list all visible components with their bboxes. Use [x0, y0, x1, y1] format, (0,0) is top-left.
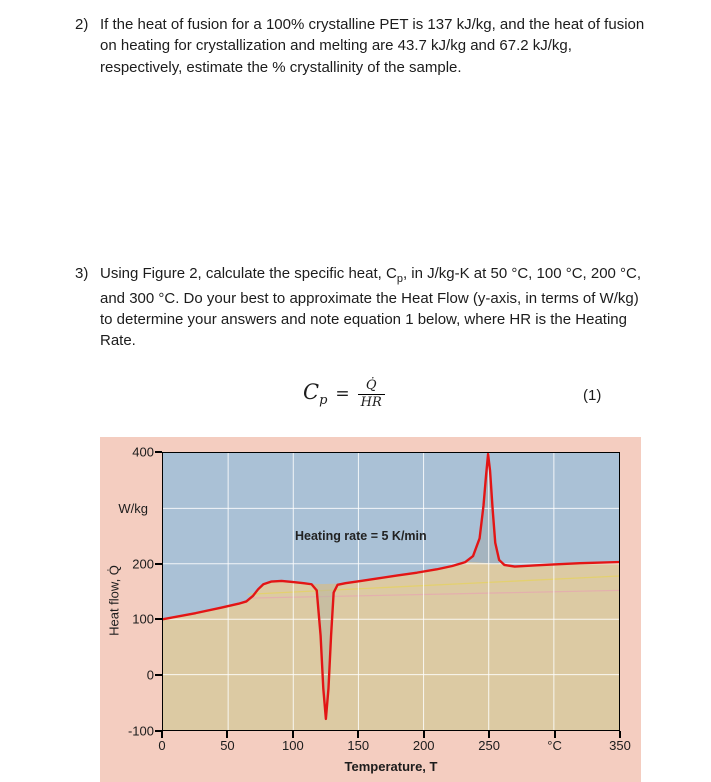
x-tick-mark	[226, 731, 228, 738]
figure-2	[100, 437, 641, 782]
problem-3	[75, 263, 649, 352]
problem3-text	[100, 263, 649, 352]
x-tick-label: 50	[220, 738, 235, 753]
y-tick-mark	[155, 618, 162, 620]
x-tick-label: 250	[478, 738, 500, 753]
problem3-text-after: , in J/kg-K at 50 °C, 100 °C, 200 °C, and 300 °C. Do your best to approximate the Heat Flow (y-axis, in terms of W/kg) to determine your answers and note equation 1 below, where HR is the Heating Rate.	[100, 265, 642, 350]
equation-lhs	[303, 380, 327, 408]
x-tick-mark	[161, 731, 163, 738]
equation-expression	[303, 378, 385, 410]
x-tick-mark	[423, 731, 425, 738]
equation-numerator: Q̇	[365, 378, 377, 393]
problem2-text: If the heat of fusion for a 100% crystalline PET is 137 kJ/kg, and the heat of fusion on heating for crystallization and melting are 43.7 kJ/kg and 67.2 kJ/kg, respectively, estimate the % crystallinity of the sample.	[100, 16, 645, 76]
equation-denominator: HR	[358, 394, 385, 411]
x-tick-mark	[554, 731, 556, 738]
x-tick-label: 100	[281, 738, 304, 753]
y-tick-label: 400	[132, 444, 154, 460]
problem2-number: 2)	[75, 16, 89, 33]
problem3-subscript: p	[396, 273, 403, 285]
problem3-number: 3)	[75, 265, 89, 282]
problem-2	[75, 14, 649, 78]
x-tick-mark	[357, 731, 359, 738]
y-tick-mark	[155, 563, 162, 565]
equation-lhs-base: C	[303, 380, 320, 404]
dsc-curve-chart	[163, 453, 619, 730]
x-tick-label: 350	[609, 738, 631, 753]
equation-number: (1)	[583, 387, 602, 404]
heating-rate-annotation: Heating rate = 5 K/min	[295, 529, 427, 543]
x-tick-mark	[488, 731, 490, 738]
problem3-text-before: Using Figure 2, calculate the specific heat, C	[100, 265, 397, 282]
x-tick-label: °C	[547, 738, 562, 753]
y-tick-mark	[155, 451, 162, 453]
plot-area	[162, 452, 620, 731]
y-tick-label: 100	[132, 611, 154, 627]
equation-lhs-sub: p	[319, 393, 328, 409]
y-tick-label: -100	[127, 723, 154, 739]
equals-sign: =	[335, 384, 350, 405]
x-tick-mark	[619, 731, 621, 738]
x-tick-label: 150	[347, 738, 370, 753]
x-tick-mark	[292, 731, 294, 738]
x-axis-title: Temperature, T	[344, 759, 438, 774]
x-tick-label: 200	[412, 738, 435, 753]
y-tick-label: 0	[146, 667, 154, 683]
y-tick-mark	[155, 674, 162, 676]
x-tick-label: 0	[158, 738, 166, 753]
y-axis-title: Heat flow, Q̇	[106, 565, 122, 636]
equation-1	[0, 374, 711, 418]
equation-fraction	[358, 378, 385, 410]
y-tick-label: 200	[132, 556, 154, 572]
y-axis-unit: W/kg	[118, 501, 148, 516]
